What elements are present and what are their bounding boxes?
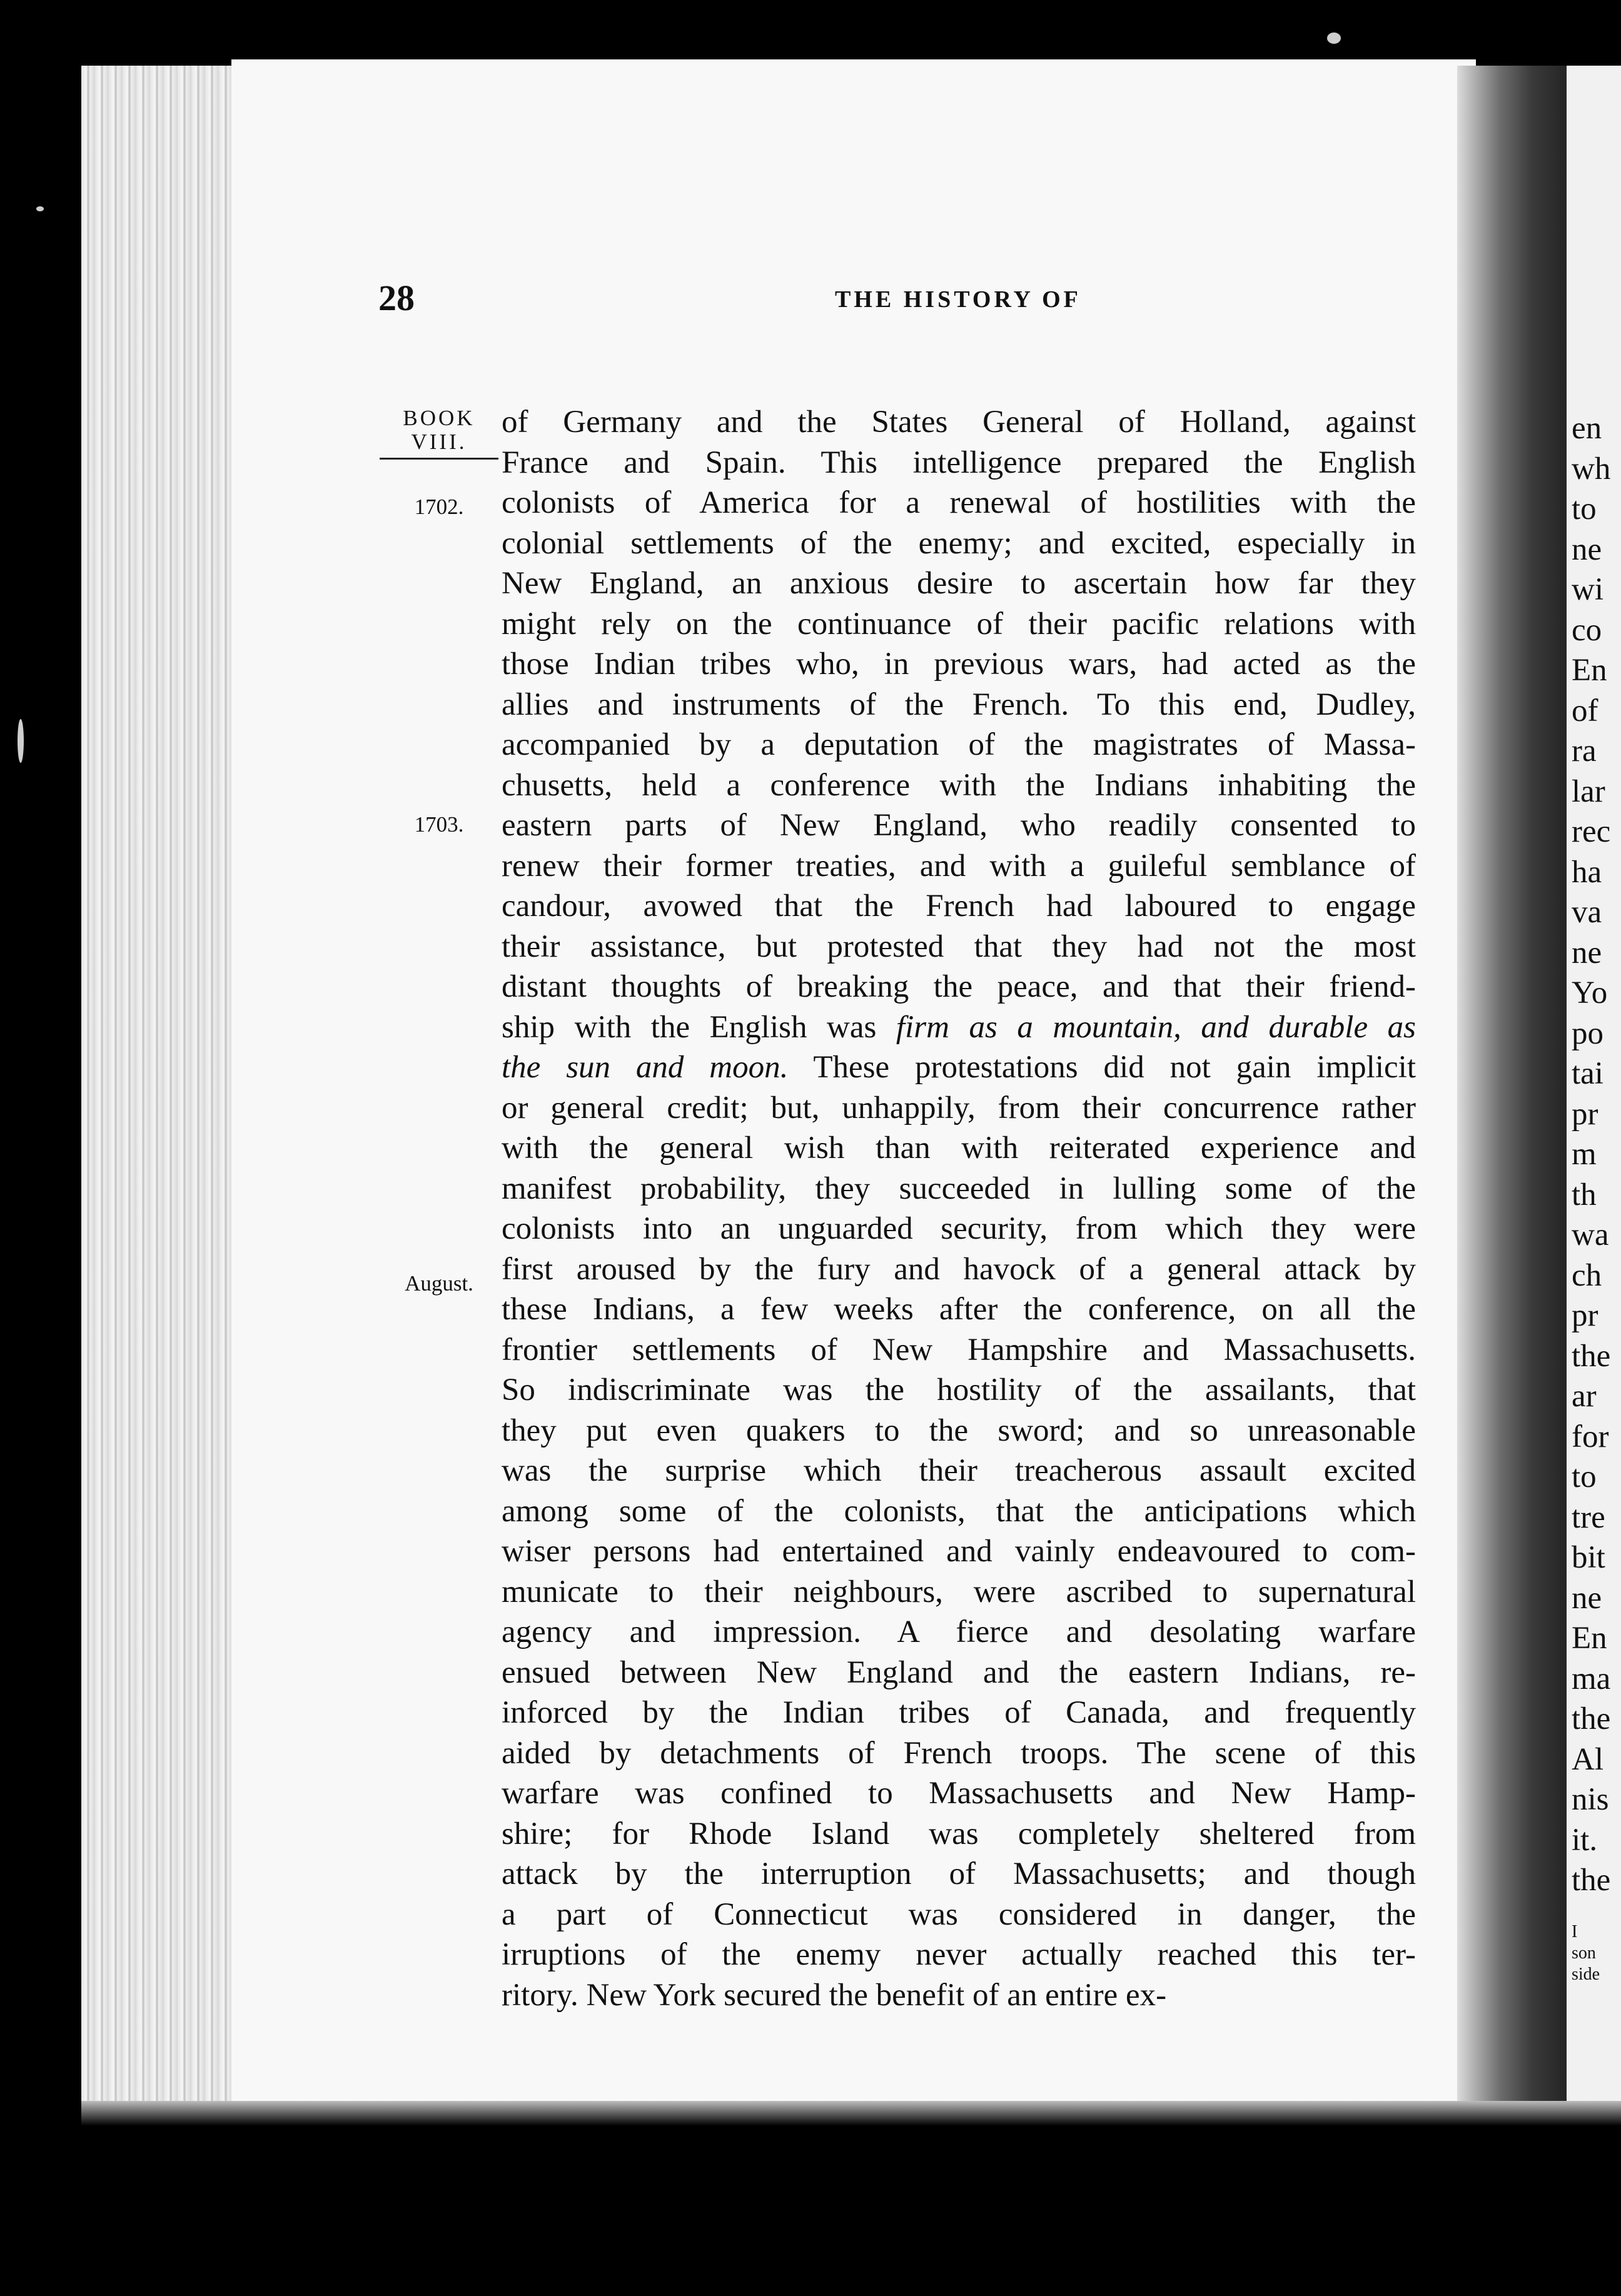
facing-page-fragment: en xyxy=(1572,411,1602,446)
facing-page-fragment: wi xyxy=(1572,572,1603,607)
facing-page-fragment: ma xyxy=(1572,1661,1611,1696)
body-text xyxy=(502,402,1416,2015)
book-page xyxy=(231,59,1476,2101)
facing-page-fragment: En xyxy=(1572,1621,1607,1656)
facing-page-note-fragment: I xyxy=(1572,1922,1578,1941)
gutter-shadow xyxy=(1457,66,1582,2104)
facing-page-fragment: ch xyxy=(1572,1257,1602,1293)
text-line: those Indian tribes who, in previous wars, had acted as the xyxy=(502,647,1416,682)
text-line: allies and instruments of the French. To this end, Dudley, xyxy=(502,687,1416,722)
scan-speck xyxy=(18,719,24,763)
text-line: they put even quakers to the sword; and so unreasonable xyxy=(502,1412,1416,1448)
text-line: might rely on the continuance of their pacific relations with xyxy=(502,606,1416,642)
facing-page-fragment: ra xyxy=(1572,733,1597,768)
text-line: France and Spain. This intelligence prepared the English xyxy=(502,445,1416,480)
facing-page-fragment: the xyxy=(1572,1863,1611,1898)
text-line: these Indians, a few weeks after the conference, on all the xyxy=(502,1292,1416,1327)
facing-page-fragment: ne xyxy=(1572,935,1602,970)
facing-page-fragment: wh xyxy=(1572,451,1611,486)
facing-page-fragment: to xyxy=(1572,1459,1597,1494)
margin-month-august: August. xyxy=(405,1271,473,1296)
margin-rule xyxy=(380,458,498,460)
text-line: colonists into an unguarded security, from which they were xyxy=(502,1211,1416,1246)
text-line: of Germany and the States General of Holland, against xyxy=(502,405,1416,440)
facing-page-fragment: lar xyxy=(1572,773,1605,809)
text-line: candour, avowed that the French had laboured to engage xyxy=(502,889,1416,924)
text-line: first aroused by the fury and havock of a general attack by xyxy=(502,1251,1416,1287)
facing-page-fragment: the xyxy=(1572,1338,1611,1374)
facing-page-fragment: Al xyxy=(1572,1741,1603,1777)
margin-year-1703: 1703. xyxy=(414,812,464,837)
text-line: wiser persons had entertained and vainly endeavoured to com- xyxy=(502,1534,1416,1569)
facing-page-fragment: th xyxy=(1572,1177,1597,1212)
text-line: colonists of America for a renewal of hostilities with the xyxy=(502,485,1416,520)
text-line: accompanied by a deputation of the magistrates of Massa- xyxy=(502,727,1416,762)
text-line: renew their former treaties, and with a guileful semblance of xyxy=(502,848,1416,884)
margin-volume: VIII. xyxy=(411,430,467,454)
text-line: with the general wish than with reiterated experience and xyxy=(502,1130,1416,1166)
text-line: shire; for Rhode Island was completely sheltered from xyxy=(502,1816,1416,1851)
scan-speck xyxy=(1327,33,1341,44)
text-line: So indiscriminate was the hostility of the assailants, that xyxy=(502,1372,1416,1407)
text-line: municate to their neighbours, were ascribed to supernatural xyxy=(502,1574,1416,1609)
text-line: agency and impression. A fierce and desolating warfare xyxy=(502,1614,1416,1649)
text-line: frontier settlements of New Hampshire and Massachusetts. xyxy=(502,1332,1416,1367)
facing-page-fragment: wa xyxy=(1572,1217,1609,1252)
text-line: eastern parts of New England, who readily consented to xyxy=(502,808,1416,843)
facing-page-fragment: ar xyxy=(1572,1379,1597,1414)
facing-page-fragment: for xyxy=(1572,1419,1609,1454)
text-line-with-italic xyxy=(502,1047,1416,1088)
text-line: warfare was confined to Massachusetts and New Hamp- xyxy=(502,1776,1416,1811)
facing-page-fragment: m xyxy=(1572,1137,1597,1172)
facing-page-fragment: nis xyxy=(1572,1782,1609,1817)
facing-page-fragment: pr xyxy=(1572,1096,1598,1132)
scan-speck xyxy=(36,206,44,211)
text-line: manifest probability, they succeeded in lulling some of the xyxy=(502,1171,1416,1206)
text-line: was the surprise which their treacherous assault excited xyxy=(502,1453,1416,1488)
facing-page-fragment: po xyxy=(1572,1015,1603,1051)
text-line: among some of the colonists, that the anticipations which xyxy=(502,1493,1416,1529)
facing-page-fragment: ne xyxy=(1572,531,1602,567)
facing-page-note-fragment: son xyxy=(1572,1943,1596,1963)
facing-page-fragment: pr xyxy=(1572,1298,1598,1333)
text-segment: ship with the English was xyxy=(502,1009,877,1045)
text-line: inforced by the Indian tribes of Canada, and frequently xyxy=(502,1695,1416,1730)
page-number: 28 xyxy=(378,278,415,318)
margin-book-word: BOOK xyxy=(403,406,475,430)
facing-page-fragment: tre xyxy=(1572,1499,1605,1535)
facing-page-fragment: rec xyxy=(1572,814,1611,849)
text-line: or general credit; but, unhappily, from their concurrence rather xyxy=(502,1090,1416,1125)
text-line: ensued between New England and the eastern Indians, re- xyxy=(502,1654,1416,1690)
facing-page-fragment: of xyxy=(1572,693,1598,728)
text-line: aided by detachments of French troops. The scene of this xyxy=(502,1735,1416,1771)
facing-page-fragment: En xyxy=(1572,653,1607,688)
running-head: THE HISTORY OF xyxy=(835,286,1081,313)
facing-page-fragment: co xyxy=(1572,612,1602,648)
text-line-with-italic xyxy=(502,1007,1416,1048)
facing-page-fragment: Yo xyxy=(1572,975,1608,1010)
text-line: their assistance, but protested that they had not the most xyxy=(502,929,1416,964)
facing-page xyxy=(1567,66,1621,2104)
italic-quote: the sun and moon. xyxy=(502,1050,789,1085)
text-line: ritory. New York secured the benefit of an entire ex- xyxy=(502,1977,1167,2013)
facing-page-fragment: the xyxy=(1572,1701,1611,1736)
text-line: New England, an anxious desire to ascertain how far they xyxy=(502,566,1416,601)
facing-page-note-fragment: side xyxy=(1572,1965,1600,1984)
text-line: irruptions of the enemy never actually reached this ter- xyxy=(502,1937,1416,1972)
facing-page-text xyxy=(1572,408,1610,1901)
book-bottom-edge xyxy=(81,2101,1621,2126)
book-page-edges xyxy=(81,66,231,2107)
text-segment: These protestations did not gain implicit xyxy=(813,1050,1416,1085)
text-line: colonial settlements of the enemy; and excited, especially in xyxy=(502,525,1416,561)
facing-page-fragment: bit xyxy=(1572,1540,1605,1575)
facing-page-fragment: to xyxy=(1572,491,1597,526)
text-line: distant thoughts of breaking the peace, and that their friend- xyxy=(502,969,1416,1004)
facing-page-notes xyxy=(1572,1921,1600,1985)
margin-book-label xyxy=(376,406,502,460)
text-line: chusetts, held a conference with the Indians inhabiting the xyxy=(502,767,1416,803)
text-line: a part of Connecticut was considered in danger, the xyxy=(502,1896,1416,1932)
facing-page-fragment: ne xyxy=(1572,1580,1602,1616)
facing-page-fragment: ha xyxy=(1572,854,1602,890)
facing-page-fragment: tai xyxy=(1572,1056,1603,1091)
text-line: attack by the interruption of Massachusetts; and though xyxy=(502,1856,1416,1891)
margin-year-1702: 1702. xyxy=(414,495,464,519)
facing-page-fragment: it. xyxy=(1572,1822,1598,1858)
italic-quote: firm as a mountain, and durable as xyxy=(896,1009,1416,1045)
facing-page-fragment: va xyxy=(1572,895,1602,930)
